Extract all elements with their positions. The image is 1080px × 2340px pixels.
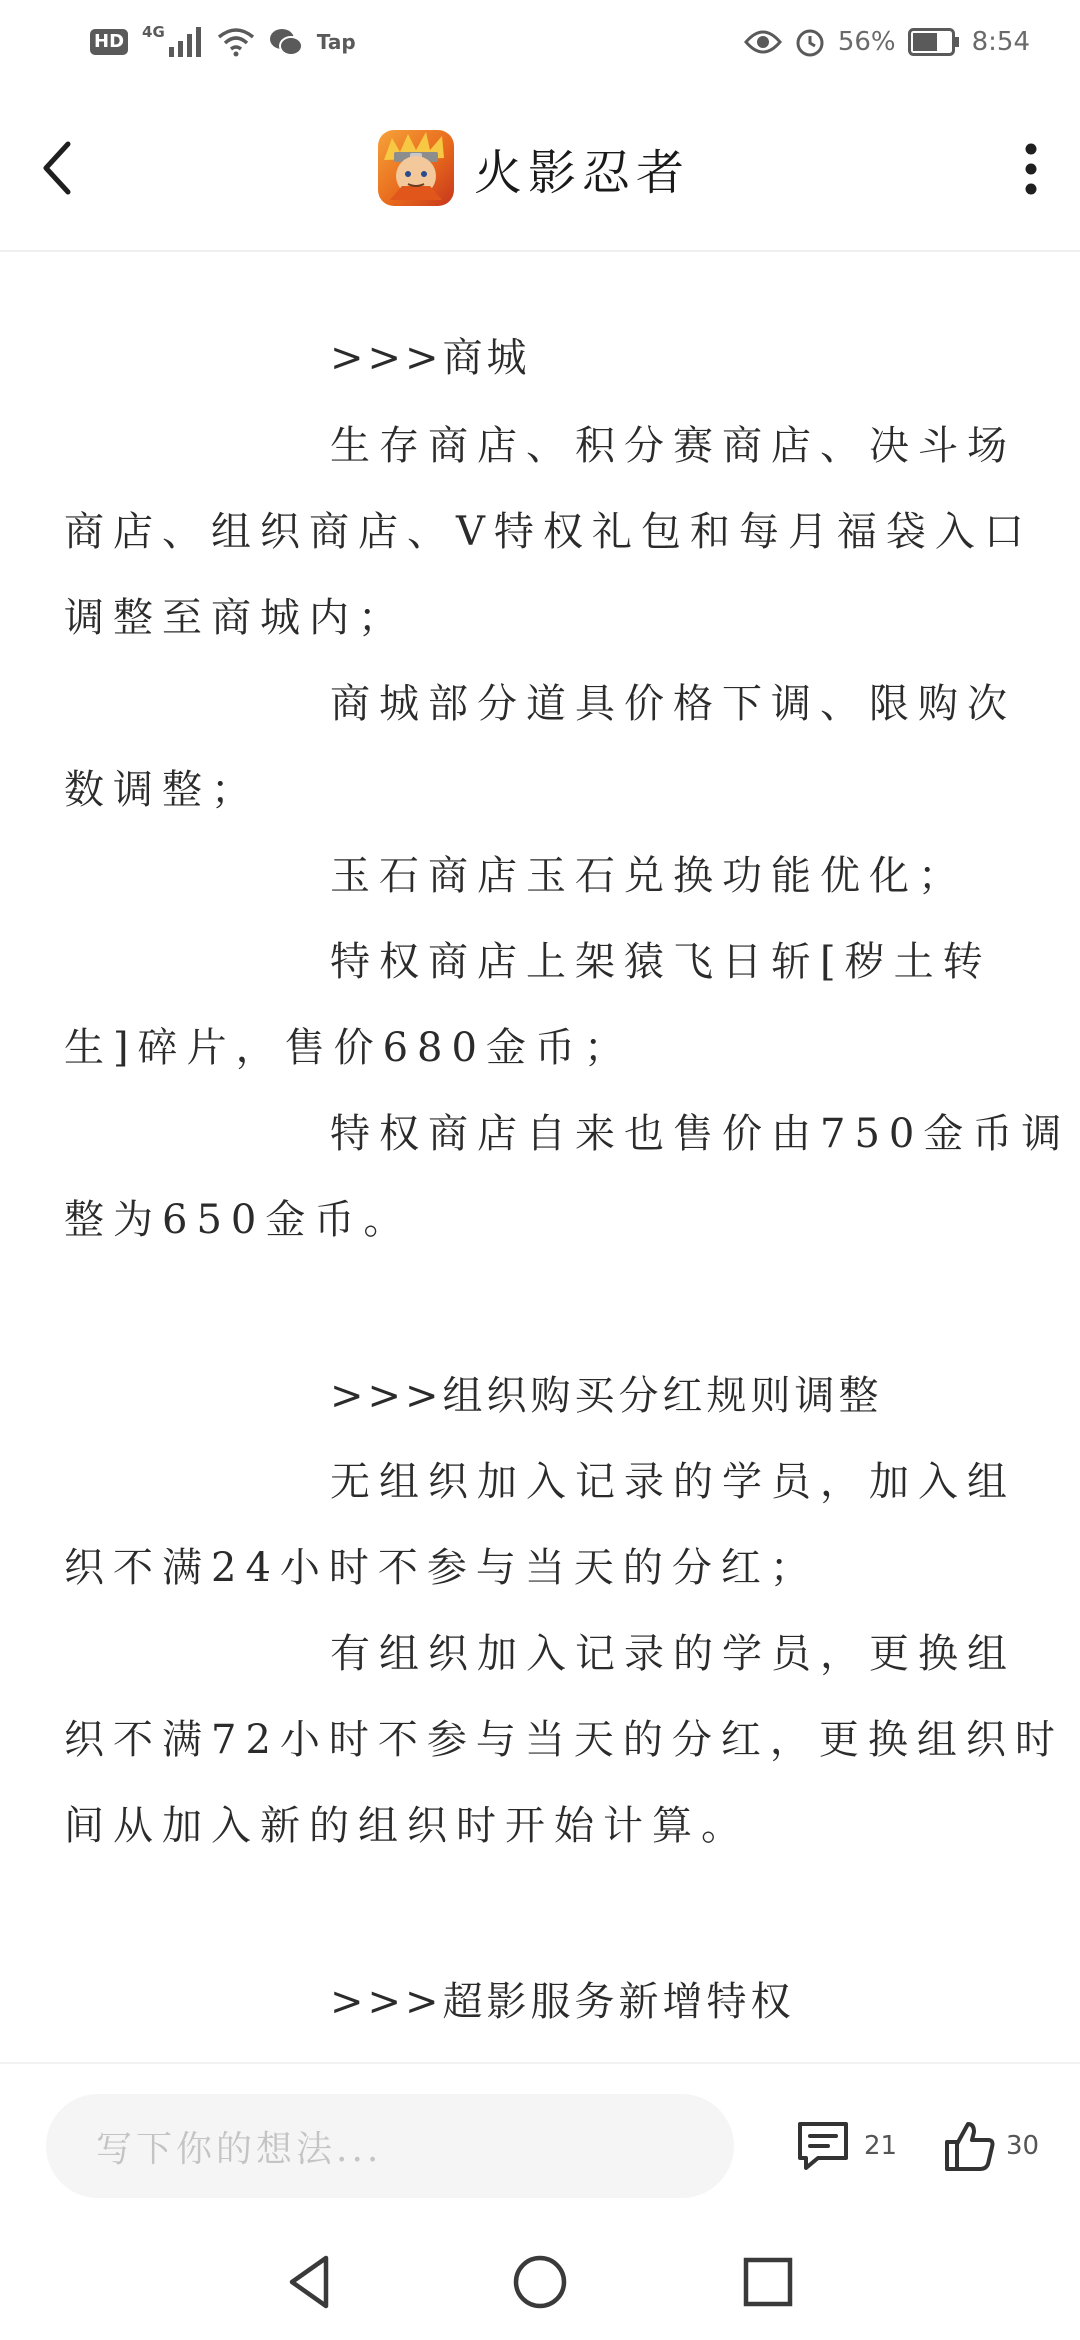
comment-icon [796, 2120, 850, 2172]
nav-recents-button[interactable] [738, 2252, 798, 2312]
paragraph-line: 特权商店自来也售价由750金币调 [330, 1111, 1071, 1157]
back-button[interactable] [40, 128, 90, 208]
nav-home-button[interactable] [510, 2252, 570, 2312]
paragraph-line: 织不满72小时不参与当天的分红，更换组织时 [64, 1717, 1064, 1763]
alarm-icon [794, 26, 826, 58]
hd-badge: HD [90, 29, 128, 55]
ninja-avatar-icon [378, 130, 454, 206]
triangle-back-icon [280, 2252, 340, 2312]
like-count: 30 [1006, 2131, 1040, 2161]
comment-placeholder: 写下你的想法... [96, 2128, 383, 2170]
nav-back-button[interactable] [280, 2252, 340, 2312]
paragraph-line: 数调整； [64, 767, 260, 813]
section-heading: >>>超影服务新增特权 [330, 1979, 795, 2025]
article-body [0, 254, 1080, 2062]
network-label: 4G [142, 23, 165, 41]
battery-percent: 56% [837, 27, 896, 57]
wifi-icon [217, 27, 255, 57]
app-header [0, 84, 1080, 252]
more-vertical-icon [1024, 142, 1038, 196]
paragraph-line: 整为650金币。 [64, 1197, 413, 1243]
paragraph-line: 玉石商店玉石兑换功能优化； [330, 853, 967, 899]
paragraph-line: 织不满24小时不参与当天的分红； [64, 1545, 819, 1591]
status-left [90, 24, 356, 60]
more-button[interactable] [1024, 142, 1038, 196]
paragraph-line: 有组织加入记录的学员，更换组 [330, 1631, 1016, 1677]
circle-home-icon [510, 2252, 570, 2312]
comment-input[interactable] [46, 2094, 734, 2198]
eye-icon [744, 28, 782, 56]
paragraph-line: 生]碎片，售价680金币； [64, 1025, 633, 1071]
signal-icon [169, 27, 203, 57]
paragraph-line: 特权商店上架猿飞日斩[秽土转 [330, 939, 992, 985]
like-button[interactable] [944, 2116, 1039, 2176]
system-nav-bar [0, 2224, 1080, 2340]
chevron-left-icon [40, 140, 74, 196]
paragraph-line: 调整至商城内； [64, 595, 407, 641]
status-bar [0, 0, 1080, 84]
paragraph-line: 间从加入新的组织时开始计算。 [64, 1803, 750, 1849]
comments-button[interactable] [796, 2116, 897, 2176]
page-title: 火影忍者 [474, 144, 691, 201]
header-center[interactable] [378, 130, 690, 206]
status-right [744, 24, 1030, 60]
paragraph-line: 无组织加入记录的学员，加入组 [330, 1459, 1016, 1505]
section-heading: >>>组织购买分红规则调整 [330, 1373, 883, 1419]
thumbs-up-icon [944, 2120, 996, 2172]
app-logo [378, 130, 454, 206]
comment-bar [0, 2062, 1080, 2224]
wechat-icon [269, 27, 303, 57]
paragraph-line: 生存商店、积分赛商店、决斗场 [330, 423, 1016, 469]
clock: 8:54 [971, 27, 1030, 57]
battery-icon [908, 28, 960, 56]
paragraph-line: 商城部分道具价格下调、限购次 [330, 681, 1016, 727]
section-heading: >>>商城 [330, 335, 531, 381]
square-recents-icon [738, 2252, 798, 2312]
tap-label: Tap [316, 30, 356, 54]
paragraph-line: 商店、组织商店、V特权礼包和每月福袋入口 [64, 509, 1033, 555]
comment-count: 21 [864, 2131, 898, 2161]
